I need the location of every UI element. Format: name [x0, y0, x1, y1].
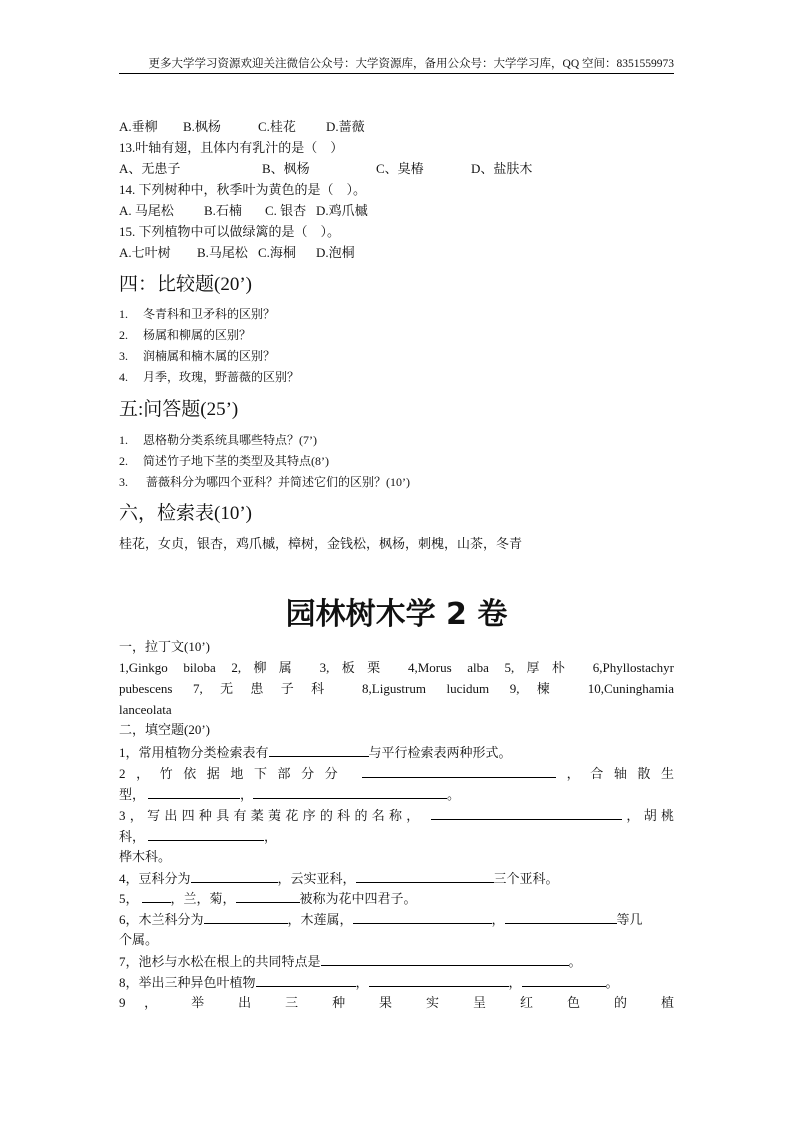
latin-line: 1,Ginkgo biloba 2,柳属 3,板栗 4,Morus alba 5,厚朴 6,Phyllostachyr: [119, 660, 674, 675]
latin-line: lanceolata: [119, 702, 172, 717]
text: ，: [355, 975, 369, 990]
option-d: D、盐肤木: [471, 161, 533, 176]
text: ，木莲属，: [287, 912, 353, 927]
option-a: A.垂柳: [119, 119, 158, 134]
item-text: 恩格勒分类系统具哪些特点？(7’): [143, 433, 317, 447]
list-item: [119, 347, 674, 365]
item-text: 蔷薇科分为哪四个亚科？并简述它们的区别？(10’): [143, 475, 410, 489]
item-number: 3.: [119, 349, 128, 363]
answer-blank[interactable]: [356, 869, 494, 883]
answer-blank[interactable]: [321, 952, 569, 966]
text: 三个亚科。: [493, 871, 559, 886]
list-item: [119, 431, 674, 449]
species-list: 桂花，女贞，银杏，鸡爪槭，樟树，金钱松，枫杨，刺槐，山茶，冬青: [119, 536, 523, 551]
text: ，: [264, 829, 278, 844]
option-b: B、枫杨: [262, 161, 310, 176]
text: 。: [605, 975, 619, 990]
list-item: [119, 305, 674, 323]
option-c: C. 银杏: [265, 203, 307, 218]
option-c: C.海桐: [258, 245, 296, 260]
text: ，云实亚科，: [277, 871, 356, 886]
text: 与平行检索表两种形式。: [368, 745, 512, 760]
item-number: 2.: [119, 454, 128, 468]
text: ，胡桃: [622, 808, 674, 823]
answer-blank[interactable]: [369, 973, 509, 987]
answer-blank[interactable]: [148, 785, 240, 799]
item-text: 简述竹子地下茎的类型及其特点(8’): [143, 454, 329, 468]
section5-heading: 五:问答题(25’): [119, 399, 239, 420]
text: 6，木兰科分为: [119, 912, 204, 927]
answer-blank[interactable]: [204, 910, 288, 924]
answer-blank[interactable]: [191, 869, 278, 883]
answer-blank[interactable]: [253, 785, 447, 799]
answer-blank[interactable]: [522, 973, 606, 987]
text: 3，写出四种具有葇荑花序的科的名称，: [119, 808, 424, 823]
fill-q5: [119, 889, 674, 908]
answer-blank[interactable]: [142, 889, 171, 903]
answer-blank[interactable]: [362, 764, 556, 778]
text: 2，竹依据地下部分分: [119, 766, 349, 781]
fill-q6-cont: 个属。: [119, 932, 159, 947]
item-text: 月季，玫瑰，野蔷薇的区别？: [143, 370, 300, 384]
item-number: 3.: [119, 475, 128, 489]
option-b: B.枫杨: [183, 119, 221, 134]
item-text: 杨属和柳属的区别？: [143, 328, 252, 342]
item-number: 2.: [119, 328, 128, 342]
latin-line: pubescens 7,无患子科 8,Ligustrum lucidum 9,楝 10,Cuninghamia: [119, 681, 674, 696]
option-a: A. 马尾松: [119, 203, 174, 218]
option-b: B.石楠: [204, 203, 242, 218]
section6-heading: 六，检索表(10’): [119, 503, 252, 524]
item-number: 4.: [119, 370, 128, 384]
q15-stem: 15. 下列植物中可以做绿篱的是（ ）。: [119, 224, 341, 239]
list-item: [119, 452, 674, 470]
text: 5，: [119, 891, 139, 906]
text: 等几: [616, 912, 643, 927]
text: 型，: [119, 787, 146, 802]
answer-blank[interactable]: [353, 910, 492, 924]
answer-blank[interactable]: [148, 827, 264, 841]
fill-q4: [119, 869, 674, 888]
option-c: C.桂花: [258, 119, 296, 134]
text: 1，常用植物分类检索表有: [119, 745, 269, 760]
option-d: D.鸡爪槭: [316, 203, 368, 218]
fill-q2: [119, 764, 674, 783]
fill-q8: [119, 973, 674, 992]
item-number: 1.: [119, 433, 128, 447]
text: ，: [240, 787, 254, 802]
text: ，合轴散生: [556, 766, 674, 781]
option-d: D.泡桐: [316, 245, 355, 260]
fill-q1: [119, 743, 674, 762]
fill-q3-end: 桦木科。: [119, 849, 172, 864]
text: ，: [508, 975, 522, 990]
list-item: [119, 326, 674, 344]
answer-blank[interactable]: [256, 973, 356, 987]
list-item: [119, 368, 674, 386]
section4-heading: 四：比较题(20’): [119, 274, 252, 295]
fill-q2-cont: [119, 785, 674, 804]
q13-stem: 13.叶轴有翅，且体内有乳汁的是（ ）: [119, 140, 344, 155]
text: 。: [568, 954, 582, 969]
option-c: C、臭椿: [376, 161, 424, 176]
fill-q9: 9 ， 举 出 三 种 果 实 呈 红 色 的 植: [119, 995, 674, 1010]
option-a: A、无患子: [119, 161, 181, 176]
text: ，: [491, 912, 505, 927]
fill-q3-cont: [119, 827, 674, 846]
text: 7，池杉与水松在根上的共同特点是: [119, 954, 321, 969]
fill-q6: [119, 910, 674, 929]
answer-blank[interactable]: [269, 743, 369, 757]
page-title: 园林树木学 2 卷: [285, 597, 508, 632]
option-a: A.七叶树: [119, 245, 171, 260]
answer-blank[interactable]: [236, 889, 300, 903]
option-b: B.马尾松: [197, 245, 248, 260]
answer-blank[interactable]: [431, 806, 622, 820]
item-text: 冬青科和卫矛科的区别？: [143, 307, 276, 321]
list-item: [119, 473, 674, 491]
page-header: 更多大学学习资源欢迎关注微信公众号：大学资源库，备用公众号：大学学习库，QQ 空间：8351559973: [119, 56, 674, 74]
fill-heading: 二，填空题(20’): [119, 722, 210, 737]
item-text: 润楠属和楠木属的区别？: [143, 349, 276, 363]
answer-blank[interactable]: [505, 910, 617, 924]
text: 被称为花中四君子。: [299, 891, 417, 906]
fill-q3: [119, 806, 674, 825]
item-number: 1.: [119, 307, 128, 321]
text: 8，举出三种异色叶植物: [119, 975, 256, 990]
fill-q7: [119, 952, 674, 971]
text: ，兰，菊，: [170, 891, 236, 906]
q14-stem: 14. 下列树种中，秋季叶为黄色的是（ ）。: [119, 182, 367, 197]
latin-heading: 一，拉丁文(10’): [119, 639, 210, 654]
text: 4，豆科分为: [119, 871, 191, 886]
text: 。: [447, 787, 461, 802]
text: 科，: [119, 829, 146, 844]
option-d: D.蔷薇: [326, 119, 365, 134]
